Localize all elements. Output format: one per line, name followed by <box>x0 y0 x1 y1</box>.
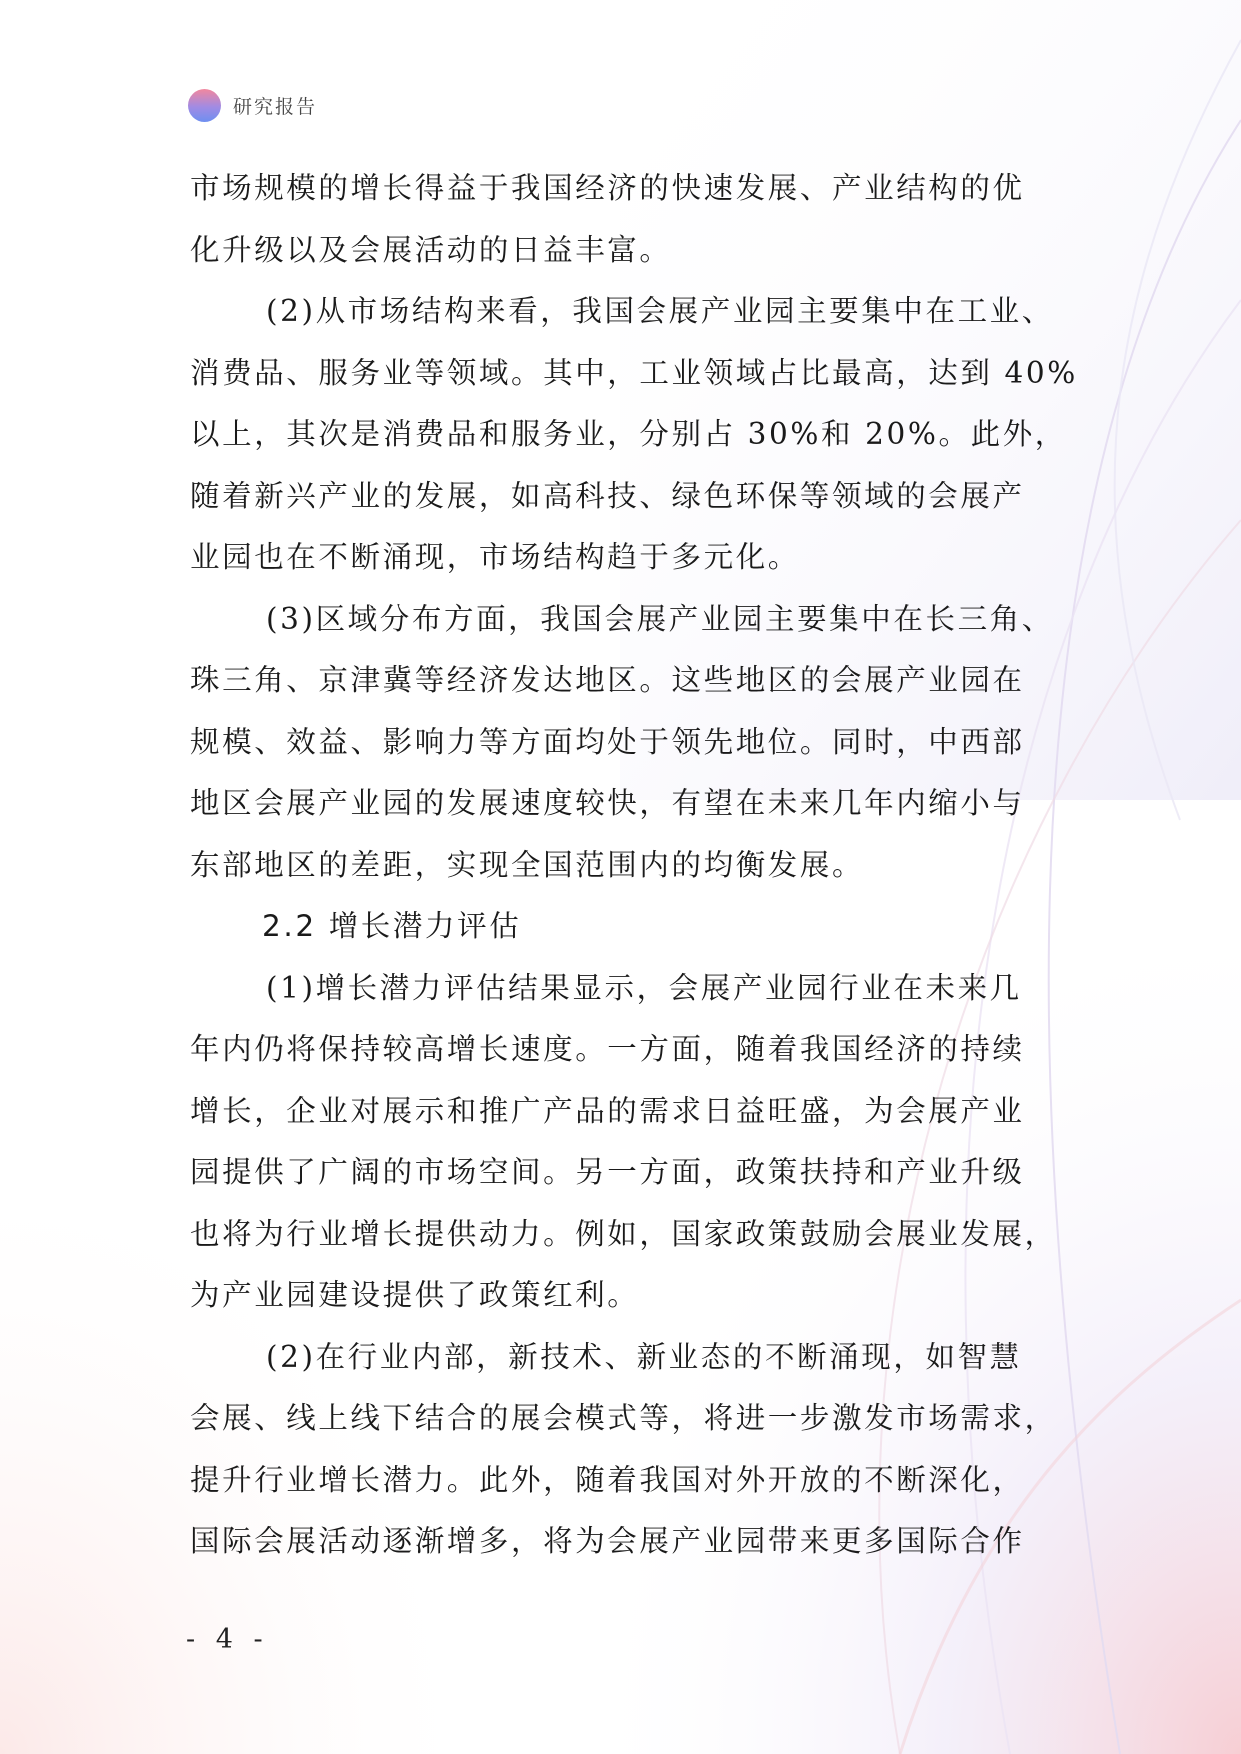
text-line: 规模、效益、影响力等方面均处于领先地位。同时，中西部 <box>190 724 1025 759</box>
section-heading: 2.2 增长潜力评估 <box>262 909 522 943</box>
text-line: (3)区域分布方面，我国会展产业园主要集中在长三角、 <box>266 601 1054 636</box>
text-line: 珠三角、京津冀等经济发达地区。这些地区的会展产业园在 <box>190 663 1025 697</box>
paragraph-growth-assessment <box>190 958 1060 1327</box>
text-line: 业园也在不断涌现，市场结构趋于多元化。 <box>190 540 800 574</box>
text-line: (1)增长潜力评估结果显示，会展产业园行业在未来几 <box>266 970 1022 1005</box>
text-line: 化升级以及会展活动的日益丰富。 <box>190 232 672 267</box>
text-line: 提升行业增长潜力。此外，随着我国对外开放的不断深化， <box>190 1462 1025 1497</box>
paragraph-industry-innovation <box>190 1327 1060 1573</box>
text-line: 也将为行业增长提供动力。例如，国家政策鼓励会展业发展， <box>190 1216 1057 1251</box>
text-line: 地区会展产业园的发展速度较快，有望在未来几年内缩小与 <box>190 786 1025 820</box>
document-body <box>190 158 1078 1573</box>
text-line: 会展、线上线下结合的展会模式等，将进一步激发市场需求， <box>190 1401 1057 1435</box>
paragraph-market-structure <box>190 281 1078 589</box>
text-line: 市场规模的增长得益于我国经济的快速发展、产业结构的优 <box>190 171 1025 205</box>
page-number: - 4 - <box>186 1624 269 1655</box>
text-line: (2)在行业内部，新技术、新业态的不断涌现，如智慧 <box>266 1339 1022 1374</box>
text-line: 园提供了广阔的市场空间。另一方面，政策扶持和产业升级 <box>190 1155 1025 1189</box>
text-line: (2)从市场结构来看，我国会展产业园主要集中在工业、 <box>266 294 1054 328</box>
text-line: 随着新兴产业的发展，如高科技、绿色环保等领域的会展产 <box>190 478 1025 513</box>
text-line: 增长，企业对展示和推广产品的需求日益旺盛，为会展产业 <box>190 1093 1025 1128</box>
header-title: 研究报告 <box>233 95 318 118</box>
text-line: 消费品、服务业等领域。其中，工业领域占比最高，达到 40% <box>190 355 1078 390</box>
text-line: 年内仍将保持较高增长速度。一方面，随着我国经济的持续 <box>190 1032 1025 1066</box>
paragraph-market-scale <box>190 158 1060 281</box>
logo-circle-icon <box>188 89 221 122</box>
text-line: 为产业园建设提供了政策红利。 <box>190 1278 640 1312</box>
text-line: 东部地区的差距，实现全国范围内的均衡发展。 <box>190 847 865 882</box>
paragraph-regional-distribution <box>190 589 1060 897</box>
text-line: 国际会展活动逐渐增多，将为会展产业园带来更多国际合作 <box>190 1524 1025 1558</box>
report-header <box>188 88 317 122</box>
text-line: 以上，其次是消费品和服务业，分别占 30%和 20%。此外， <box>190 417 1067 451</box>
